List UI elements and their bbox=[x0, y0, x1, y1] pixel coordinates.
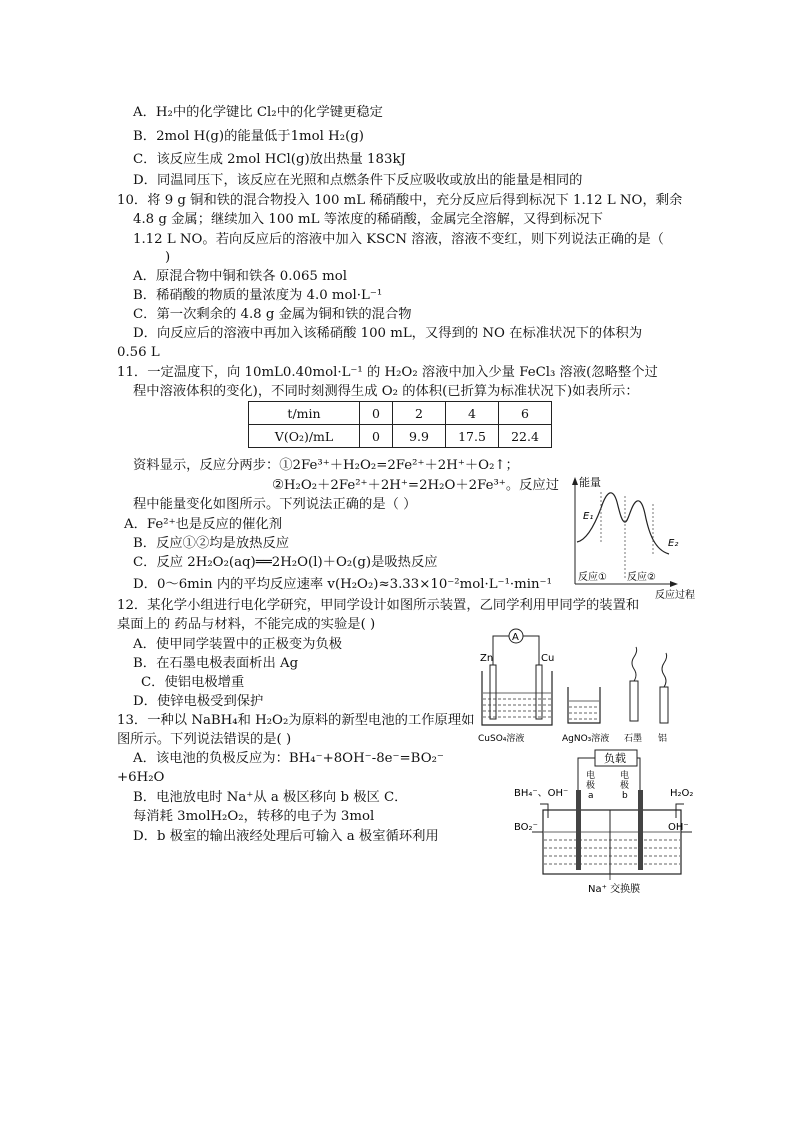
q12-option-d: D．使锌电极受到保护 bbox=[133, 694, 264, 709]
q10-stem-3: 1.12 L NO。若向反应后的溶液中加入 KSCN 溶液，溶液不变红，则下列说法正确的是（ bbox=[133, 232, 664, 247]
q12-option-b: B．在石墨电极表面析出 Ag bbox=[133, 656, 299, 671]
galvanic-cell-figure bbox=[476, 625, 686, 745]
load-label: 负载 bbox=[604, 752, 626, 765]
q13-stem-2: 图所示。下列说法错误的是( ) bbox=[117, 732, 292, 747]
table-cell: 4 bbox=[446, 402, 499, 425]
q12-option-a: A．使甲同学装置中的正极变为负极 bbox=[133, 637, 343, 652]
table-cell: 17.5 bbox=[446, 425, 499, 448]
al-label: 铝 bbox=[658, 734, 668, 744]
ammeter-label: A bbox=[512, 632, 519, 643]
input-left-label: BH₄⁻、OH⁻ bbox=[514, 788, 569, 799]
q10-stem-1: 10．将 9 g 铜和铁的混合物投入 100 mL 稀硝酸中，充分反应后得到标况下 1.12 L NO，剩余 bbox=[117, 193, 683, 208]
cuso4-label: CuSO₄溶液 bbox=[478, 734, 525, 744]
q9-option-d: D．同温同压下，该反应在光照和点燃条件下反应吸收或放出的能量是相同的 bbox=[133, 173, 583, 188]
q10-stem-4: ) bbox=[165, 250, 171, 265]
cu-label: Cu bbox=[541, 653, 555, 664]
q11-stem-2: 程中溶液体积的变化)，不同时刻测得生成 O₂ 的体积(已折算为标准状况下)如表所示： bbox=[133, 384, 639, 399]
energy-diagram bbox=[565, 474, 710, 602]
process-axis-label: 反应过程 bbox=[655, 590, 695, 601]
q13-option-d: D．b 极室的输出液经处理后可输入 a 极室循环利用 bbox=[133, 829, 439, 844]
table-cell: 0 bbox=[360, 425, 393, 448]
q10-option-d: D．向反应后的溶液中再加入该稀硝酸 100 mL，又得到的 NO 在标准状况下的体积为 bbox=[133, 326, 643, 341]
output-left-label: BO₂⁻ bbox=[514, 822, 538, 833]
q11-info-2: ②H₂O₂＋2Fe²⁺＋2H⁺=2H₂O＋2Fe³⁺。反应过 bbox=[272, 478, 560, 493]
q11-stem-3: 程中能量变化如图所示。下列说法正确的是（ ） bbox=[133, 497, 417, 512]
table-row2-label: V(O₂)/mL bbox=[249, 425, 360, 448]
electrode-b-char3: b bbox=[622, 791, 628, 801]
q11-option-b: B．反应①②均是放热反应 bbox=[133, 536, 290, 551]
electrode-a-char1: 电 bbox=[586, 771, 596, 781]
q11-stem-1: 11．一定温度下，向 10mL0.40mol·L⁻¹ 的 H₂O₂ 溶液中加入少量 FeCl₃ 溶液(忽略整个过 bbox=[117, 365, 658, 380]
q12-stem-2: 桌面上的 药品与材料，不能完成的实验是( ) bbox=[117, 617, 376, 632]
q11-info-1: 资料显示，反应分两步：①2Fe³⁺＋H₂O₂=2Fe²⁺＋2H⁺＋O₂↑； bbox=[133, 458, 519, 473]
table-cell: 0 bbox=[360, 402, 393, 425]
q13-option-b: B．电池放电时 Na⁺从 a 极区移向 b 极区 C． bbox=[133, 790, 408, 805]
o2-volume-table bbox=[248, 401, 552, 448]
q9-option-a: A．H₂中的化学键比 Cl₂中的化学键更稳定 bbox=[133, 105, 383, 120]
q10-option-d-cont: 0.56 L bbox=[117, 345, 160, 360]
q10-option-c: C．第一次剩余的 4.8 g 金属为铜和铁的混合物 bbox=[133, 307, 412, 322]
q13-option-a: A．该电池的负极反应为：BH₄⁻+8OH⁻-8e⁻=BO₂⁻ bbox=[133, 751, 444, 766]
table-row1-label: t/min bbox=[249, 402, 360, 425]
q12-option-c: C．使铝电极增重 bbox=[141, 675, 245, 690]
electrode-b-char2: 极 bbox=[620, 781, 630, 791]
q11-option-a: A．Fe²⁺也是反应的催化剂 bbox=[124, 517, 282, 532]
q13-stem-1: 13．一种以 NaBH₄和 H₂O₂为原料的新型电池的工作原理如 bbox=[117, 713, 475, 728]
table-cell: 22.4 bbox=[499, 425, 552, 448]
zn-label: Zn bbox=[480, 653, 494, 664]
electrode-a-char3: a bbox=[588, 791, 594, 801]
q13-option-c: 每消耗 3molH₂O₂，转移的电子为 3mol bbox=[133, 809, 375, 824]
step1-label: 反应① bbox=[578, 572, 607, 583]
q11-option-d: D．0～6min 内的平均反应速率 v(H₂O₂)≈3.33×10⁻²mol·L⁻¹·min⁻¹ bbox=[133, 577, 552, 592]
q10-stem-2: 4.8 g 金属；继续加入 100 mL 等浓度的稀硝酸，金属完全溶解，又得到标况下 bbox=[133, 212, 603, 227]
q11-option-c: C．反应 2H₂O₂(aq)══2H₂O(l)＋O₂(g)是吸热反应 bbox=[133, 555, 438, 570]
table-cell: 9.9 bbox=[393, 425, 446, 448]
q13-option-a-cont: +6H₂O bbox=[117, 770, 165, 785]
q9-option-c: C．该反应生成 2mol HCl(g)放出热量 183kJ bbox=[133, 152, 406, 167]
energy-axis-label: 能量 bbox=[579, 476, 601, 489]
agno3-label: AgNO₃溶液 bbox=[562, 734, 610, 744]
table-cell: 2 bbox=[393, 402, 446, 425]
q10-option-a: A．原混合物中铜和铁各 0.065 mol bbox=[133, 269, 347, 284]
q12-stem-1: 12．某化学小组进行电化学研究，甲同学设计如图所示装置，乙同学利用甲同学的装置和 bbox=[117, 598, 640, 613]
output-right-label: OH⁻ bbox=[668, 822, 689, 833]
step2-label: 反应② bbox=[627, 572, 656, 583]
e1-label: E₁ bbox=[583, 511, 594, 522]
electrode-b-char1: 电 bbox=[620, 771, 630, 781]
graphite-label: 石墨 bbox=[624, 734, 643, 744]
q9-option-b: B．2mol H(g)的能量低于1mol H₂(g) bbox=[133, 129, 364, 144]
table-cell: 6 bbox=[499, 402, 552, 425]
electrode-a-char2: 极 bbox=[586, 781, 596, 791]
e2-label: E₂ bbox=[668, 538, 679, 549]
battery-figure bbox=[510, 748, 700, 896]
input-right-label: H₂O₂ bbox=[670, 788, 694, 799]
membrane-label: Na⁺ 交换膜 bbox=[588, 884, 641, 895]
q10-option-b: B．稀硝酸的物质的量浓度为 4.0 mol·L⁻¹ bbox=[133, 288, 383, 303]
